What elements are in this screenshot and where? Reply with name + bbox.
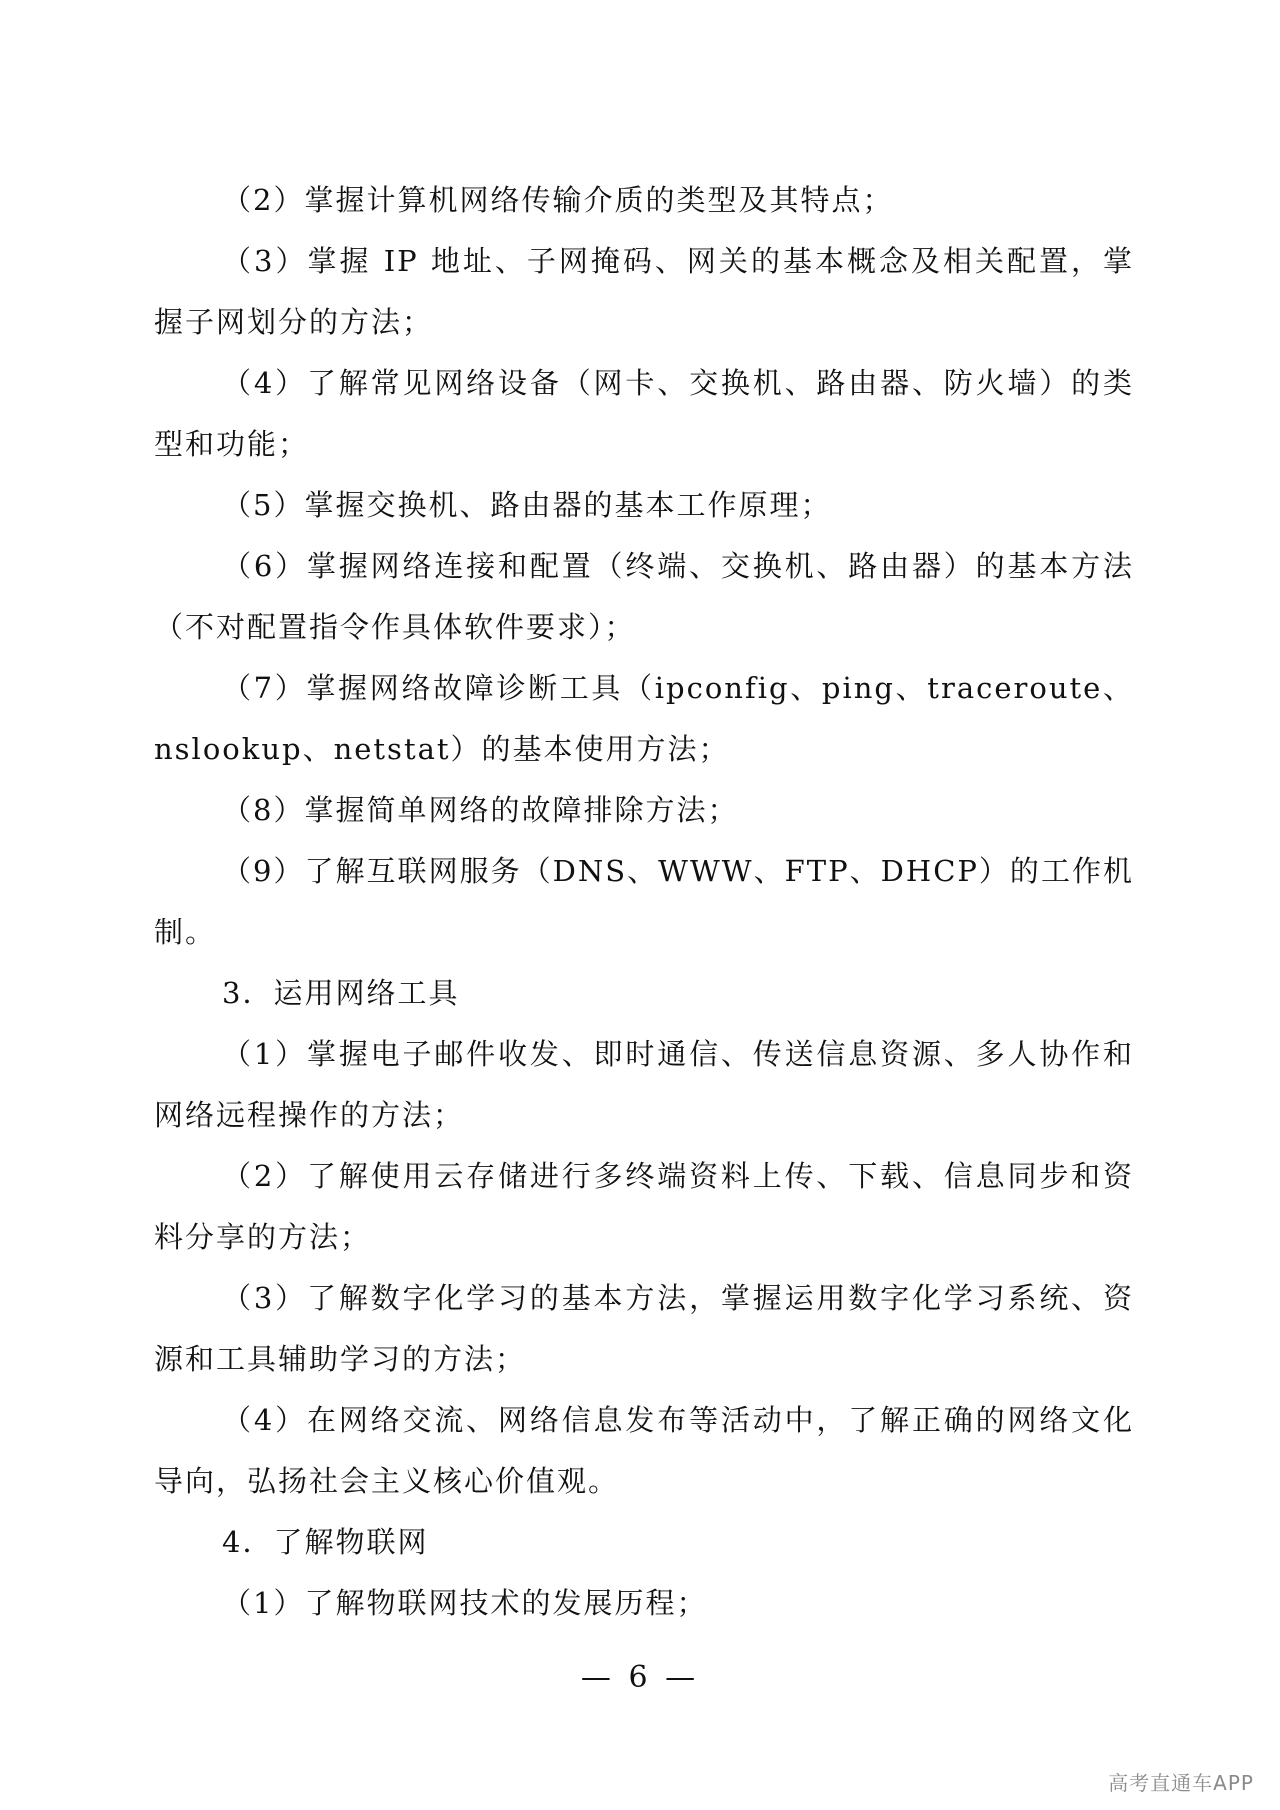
paragraph: （2）了解使用云存储进行多终端资料上传、下载、信息同步和资料分享的方法； [154, 1159, 1134, 1254]
paragraph: （5）掌握交换机、路由器的基本工作原理； [222, 488, 832, 522]
paragraph: （1）了解物联网技术的发展历程； [222, 1586, 708, 1620]
watermark-text: 高考直通车APP [1108, 1771, 1254, 1795]
paragraph: （2）掌握计算机网络传输介质的类型及其特点； [222, 183, 894, 217]
document-body [154, 170, 1134, 1634]
section-heading: 4．了解物联网 [222, 1525, 429, 1559]
paragraph: （1）掌握电子邮件收发、即时通信、传送信息资源、多人协作和网络远程操作的方法； [154, 1037, 1134, 1132]
paragraph: （7）掌握网络故障诊断工具（ipconfig、ping、traceroute、nslookup、netstat）的基本使用方法； [154, 671, 1134, 766]
paragraph: （6）掌握网络连接和配置（终端、交换机、路由器）的基本方法（不对配置指令作具体软件要求）； [154, 549, 1134, 644]
page-number: — 6 — [580, 1660, 700, 1695]
paragraph: （4）了解常见网络设备（网卡、交换机、路由器、防火墙）的类型和功能； [154, 366, 1134, 461]
paragraph: （3）掌握 IP 地址、子网掩码、网关的基本概念及相关配置，掌握子网划分的方法； [154, 244, 1134, 339]
paragraph: （8）掌握简单网络的故障排除方法； [222, 793, 739, 827]
paragraph: （4）在网络交流、网络信息发布等活动中，了解正确的网络文化导向，弘扬社会主义核心价值观。 [154, 1403, 1134, 1498]
section-heading: 3．运用网络工具 [222, 976, 460, 1010]
paragraph: （9）了解互联网服务（DNS、WWW、FTP、DHCP）的工作机制。 [154, 854, 1134, 949]
paragraph: （3）了解数字化学习的基本方法，掌握运用数字化学习系统、资源和工具辅助学习的方法； [154, 1281, 1134, 1376]
